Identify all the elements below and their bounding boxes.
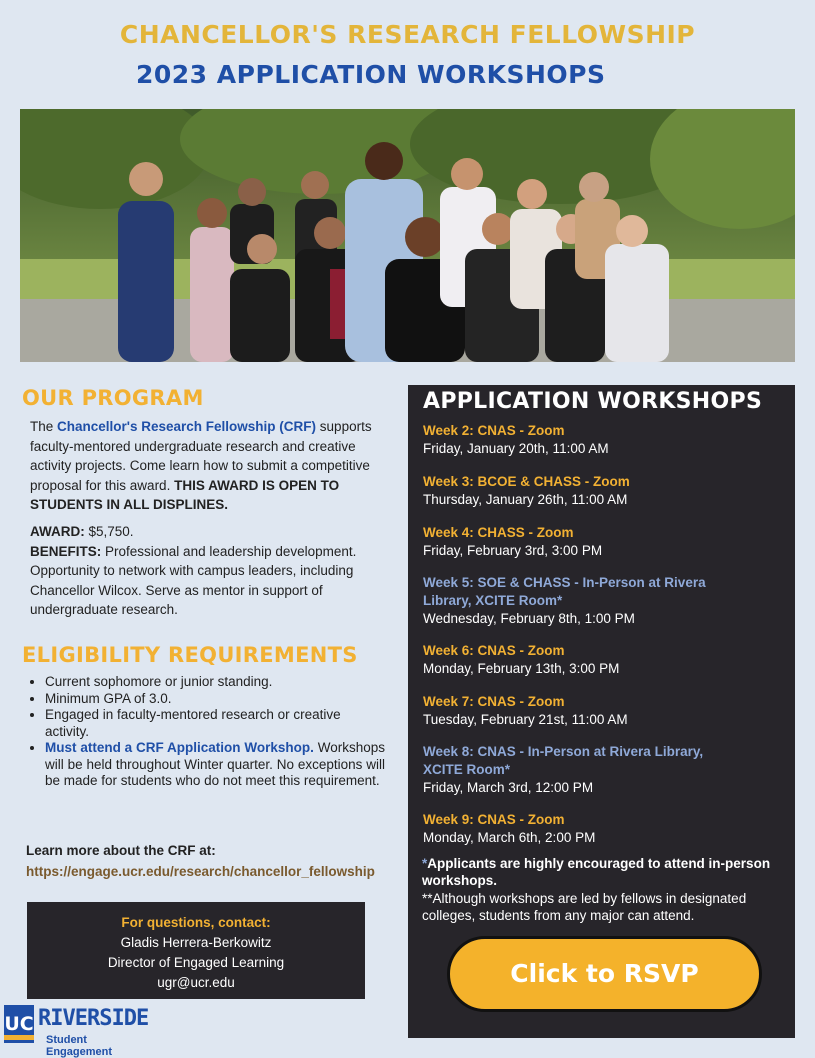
- workshop-date: Friday, January 20th, 11:00 AM: [423, 441, 609, 456]
- page-title: CHANCELLOR'S RESEARCH FELLOWSHIP: [119, 20, 696, 49]
- eligibility-list: [28, 674, 385, 790]
- contact-email[interactable]: ugr@ucr.edu: [157, 975, 235, 990]
- intro-text: supports faculty-mentored undergraduate research and creative activity projects. Come learn how to submit a competitive proposal for this award.: [30, 419, 372, 493]
- workshop-requirement: Must attend a CRF Application Workshop.: [45, 740, 314, 755]
- award-label: AWARD:: [30, 524, 85, 539]
- intro-prefix: The: [30, 419, 58, 434]
- workshop-item: [423, 524, 783, 560]
- workshop-requirement-detail: Workshops will be held throughout Winter quarter. No exceptions will be made for students who do not meet this requirement.: [45, 740, 385, 788]
- note-asterisk: *: [422, 856, 428, 871]
- logo-subtitle: Student Engagement: [46, 1034, 113, 1058]
- workshop-item: [423, 574, 743, 628]
- workshop-date: Monday, February 13th, 3:00 PM: [423, 661, 620, 676]
- workshop-date: Friday, February 3rd, 3:00 PM: [423, 543, 603, 558]
- uc-riverside-logo: [2, 1001, 152, 1058]
- benefits-label: BENEFITS:: [30, 543, 102, 559]
- award-value: $5,750.: [84, 524, 134, 539]
- workshop-date: Thursday, January 26th, 11:00 AM: [423, 492, 628, 507]
- eligibility-heading: ELIGIBILITY REQUIREMENTS: [22, 643, 358, 667]
- workshop-title: Week 7: CNAS - Zoom: [423, 694, 565, 709]
- workshop-item: [423, 693, 783, 729]
- workshop-title: Week 2: CNAS - Zoom: [423, 423, 565, 438]
- workshop-item: [423, 743, 743, 797]
- list-item: • Engaged in faculty-mentored research or creative activity.: [45, 707, 385, 740]
- workshop-date: Tuesday, February 21st, 11:00 AM: [423, 712, 628, 727]
- workshops-panel: [408, 385, 795, 1038]
- workshop-title: Week 4: CHASS - Zoom: [423, 525, 574, 540]
- workshop-title: Week 9: CNAS - Zoom: [423, 812, 565, 827]
- list-item: • Current sophomore or junior standing.: [45, 674, 385, 691]
- workshop-item: [423, 473, 783, 509]
- workshop-item: [423, 642, 783, 678]
- uc-badge-icon: UC: [4, 1005, 34, 1043]
- workshop-title: Week 6: CNAS - Zoom: [423, 643, 565, 658]
- workshop-item: [423, 811, 783, 847]
- workshop-date: Monday, March 6th, 2:00 PM: [423, 830, 596, 845]
- workshops-heading: APPLICATION WORKSHOPS: [423, 389, 763, 414]
- workshop-title: Week 8: CNAS - In-Person at Rivera Library, XCITE Room*: [423, 744, 704, 777]
- list-item: • Minimum GPA of 3.0.: [45, 691, 385, 708]
- logo-wordmark: RIVERSIDE: [38, 1006, 149, 1031]
- award-benefits: [30, 522, 395, 620]
- in-person-note: [422, 855, 792, 889]
- workshop-date: Wednesday, February 8th, 1:00 PM: [423, 611, 635, 626]
- contact-heading: For questions, contact:: [121, 915, 271, 930]
- contact-title: Director of Engaged Learning: [107, 955, 285, 970]
- contact-name: Gladis Herrera-Berkowitz: [120, 935, 272, 950]
- workshop-title: Week 3: BCOE & CHASS - Zoom: [423, 474, 630, 489]
- workshop-item: [423, 422, 783, 458]
- program-heading: OUR PROGRAM: [22, 386, 204, 410]
- open-to-all-notice: THIS AWARD IS OPEN TO STUDENTS IN ALL DISPLINES.: [30, 477, 340, 512]
- page-subtitle: 2023 APPLICATION WORKSHOPS: [136, 60, 606, 89]
- benefits-value: Professional and leadership development. Opportunity to network with campus leaders, including Chancellor Wilcox. Serve as mentor in support of undergraduate research.: [30, 543, 357, 617]
- workshop-date: Friday, March 3rd, 12:00 PM: [423, 780, 594, 795]
- crf-name: Chancellor's Research Fellowship (CRF): [57, 419, 317, 434]
- workshop-title: Week 5: SOE & CHASS - In-Person at Rivera Library, XCITE Room*: [423, 575, 706, 608]
- learn-more-label: Learn more about the CRF at:: [26, 843, 216, 858]
- logo-stripe: [4, 1035, 34, 1040]
- any-major-note: **Although workshops are led by fellows in designated colleges, students from any major can attend.: [422, 891, 747, 923]
- program-description: [30, 417, 395, 515]
- list-item: [45, 740, 385, 790]
- in-person-note-text: Applicants are highly encouraged to attend in-person workshops.: [422, 856, 771, 888]
- group-photo: [20, 109, 795, 362]
- contact-box: [27, 902, 365, 999]
- rsvp-button[interactable]: Click to RSVP: [447, 936, 762, 1012]
- learn-more-link[interactable]: https://engage.ucr.edu/research/chancellor_fellowship: [26, 864, 375, 879]
